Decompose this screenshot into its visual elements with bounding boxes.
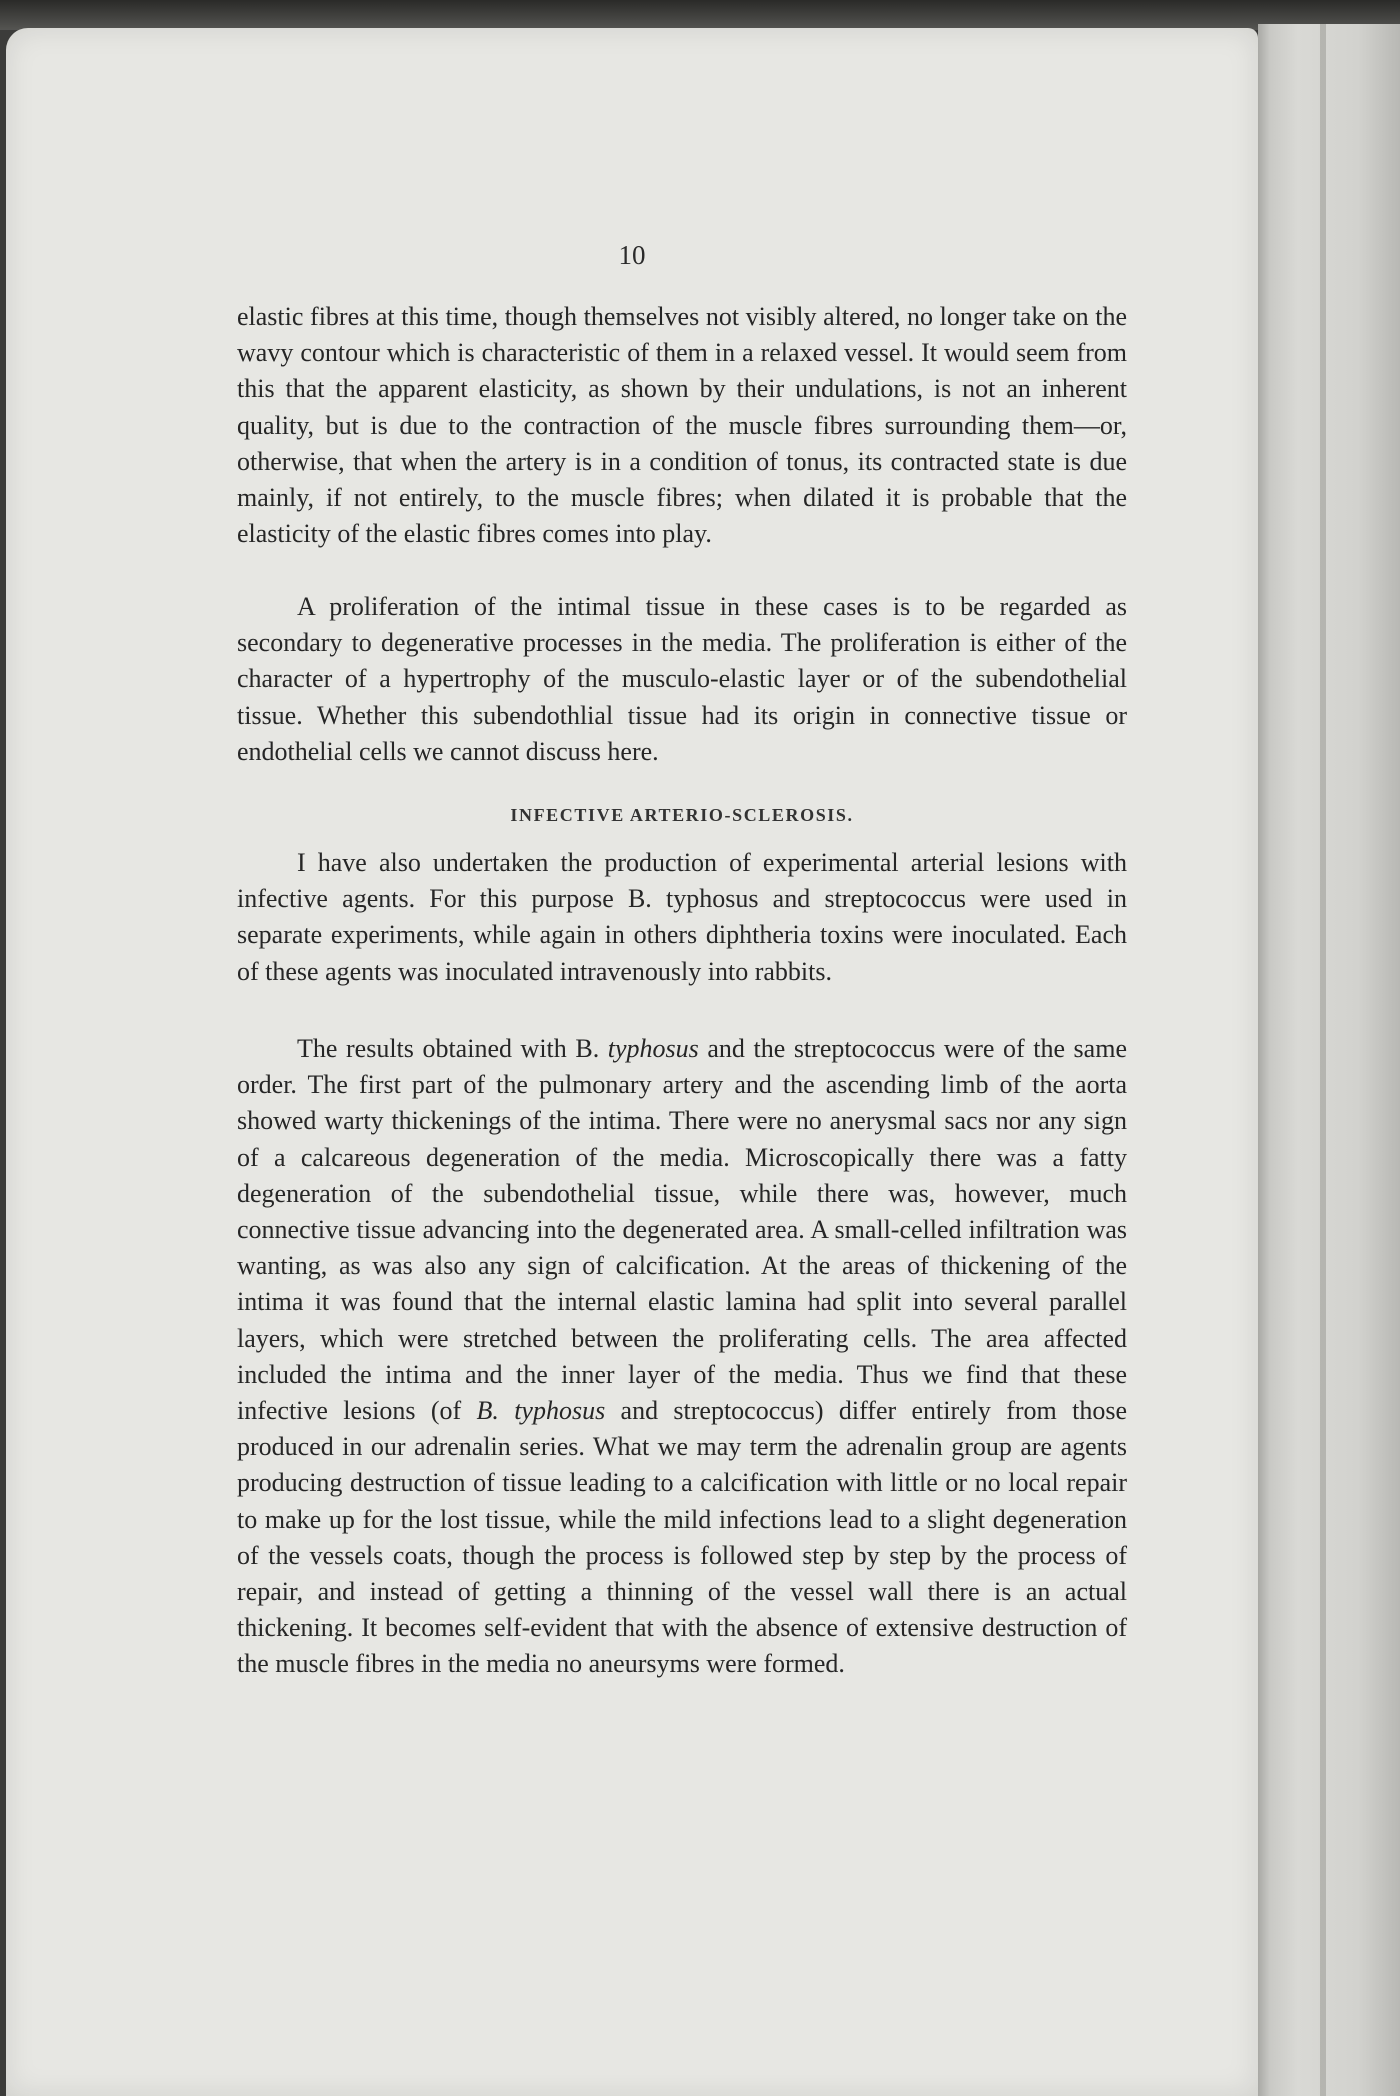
book-page [6,28,1258,2096]
page-number: 10 [618,240,646,270]
paragraph-text: and streptococcus) differ entirely from those produced in our adrenalin series. What we may term the adrenalin group are agents producing destruction of tissue leading to a calcification with little or no local repair to make up for the lost tissue, while the mild infections lead to a slight degeneration of the vessels coats, though the process is followed step by step by the process of repair, and instead of getting a thinning of the vessel wall there is an actual thickening. It becomes self-evident that with the absence of extensive destruction of the muscle fibres in the media no aneursyms were formed. [237,1396,1127,1679]
section-heading: INFECTIVE ARTERIO-SCLEROSIS. [510,805,854,825]
paragraph-block [237,299,1127,552]
paragraph-results [237,1031,1127,1683]
page-fold-shadow [1320,24,1326,2096]
paragraph-block [237,845,1127,990]
paragraph-text: and the streptococcus were of the same order. The first part of the pulmonary artery and the ascending limb of the aorta showed warty thickenings of the intima. There were no anerysmal sacs nor any sign of a calcareous degeneration of the media. Microscopically there was a fatty degeneration of the subendothelial tissue, while there was, however, much connective tissue advancing into the degenerated area. A small-celled infiltration was wanting, as was also any sign of calcification. At the areas of thickening of the intima it was found that the internal elastic lamina had split into several parallel layers, which were stretched between the proliferating cells. The area affected included the intima and the inner layer of the media. Thus we find that these infective lesions (of [237,1034,1127,1426]
adjacent-page-edge [1258,24,1400,2096]
paragraph-block [237,589,1127,770]
italic-organism-name: typhosus [607,1034,699,1063]
paragraph-continued: elastic fibres at this time, though themselves not visibly altered, no longer take on the wavy contour which is characteristic of them in a relaxed vessel. It would seem from this that the apparent elasticity, as shown by their undulations, is not an inherent quality, but is due to the contraction of the muscle fibres surrounding them—or, otherwise, that when the artery is in a condition of tonus, its contracted state is due mainly, if not entirely, to the muscle fibres; when dilated it is probable that the elasticity of the elastic fibres comes into play. [237,302,1127,549]
paragraph-infective-agents: I have also undertaken the production of experimental arterial lesions with infective agents. For this purpose B. typhosus and streptococcus were used in separate experiments, while again in others diphtheria toxins were inoculated. Each of these agents was inoculated intravenously into rabbits. [237,848,1127,986]
paragraph-text: The results obtained with B. [297,1034,608,1063]
italic-organism-name: B. typhosus [476,1396,606,1426]
paragraph-intimal-proliferation: A proliferation of the intimal tissue in these cases is to be regarded as secondary to degenerative processes in the media. The proliferation is either of the character of a hypertrophy of the musculo-elastic layer or of the subendothelial tissue. Whether this subendothlial tissue had its origin in connective tissue or endothelial cells we cannot discuss here. [237,592,1127,766]
section-heading-block [237,805,1127,826]
scan-top-border [0,0,1400,30]
paragraph-block [237,1031,1127,1683]
